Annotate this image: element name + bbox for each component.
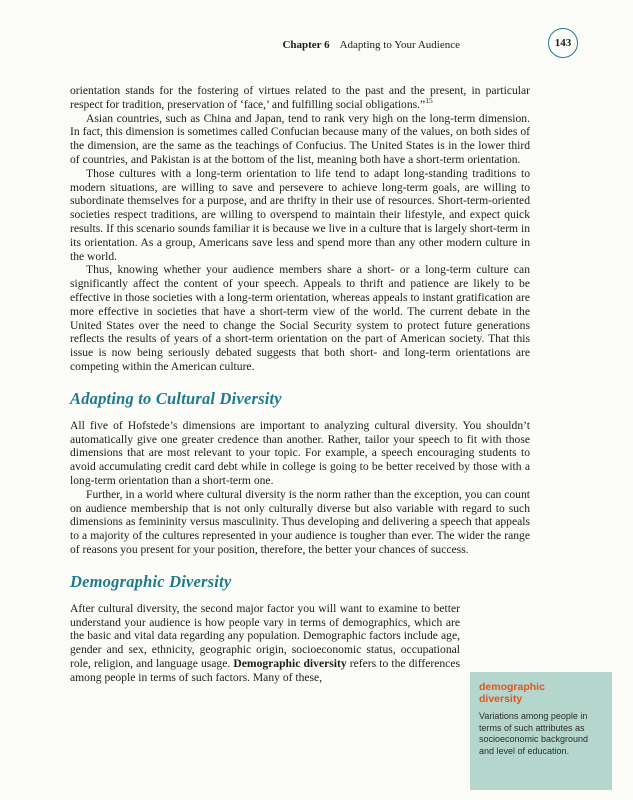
paragraph-text: refers to the differences among people in terms of such factors. Many of these, [70, 656, 460, 684]
paragraph-text: orientation stands for the fostering of virtues related to the past and the present, in particular respect for tradition, preservation of ‘face,’ and fulfilling social obligations.” [70, 84, 530, 111]
heading-adapting-cultural-diversity: Adapting to Cultural Diversity [70, 388, 282, 408]
chapter-label: Chapter 6 [282, 39, 330, 51]
paragraph-hofstede-dimensions: All five of Hofstede’s dimensions are important to analyzing cultural diversity. You shouldn’t automatically give one greater credence than another. Rather, tailor your speech to fit with those dimensions that are most relevant to your topic. For example, a speech encouraging students to avoid accumulating credit card debt while in college is going to be better received by those with a long-term orientation than a short-term one. [70, 418, 530, 487]
margin-definition-box [470, 672, 612, 790]
paragraph-orientation [70, 84, 530, 112]
chapter-title: Adapting to Your Audience [339, 39, 460, 51]
paragraph-asian-countries: Asian countries, such as China and Japan, tend to rank very high on the long-term dimension. In fact, this dimension is sometimes called Confucian because many of the values, on both sides of the dimension, are the same as the teachings of Confucius. The United States is in the lower third of countries, and Pakistan is at the bottom of the list, meaning both have a short-term orientation. [70, 111, 530, 166]
paragraph-long-term-cultures: Those cultures with a long-term orientation to life tend to adapt long-standing traditions to modern situations, are willing to save and persevere to achieve long-term goals, are willing to subordinate themselves for a purpose, and are thrifty in their use of resources. Short-term-oriented societies respect traditions, are willing to overspend to maintain their lifestyle, and expect quick results. If this scenario sounds familiar it is because we live in a culture that is largely short-term in its orientation. As a group, Americans save less and spend more than any other modern culture in the world. [70, 166, 530, 263]
paragraph-cultural-norm: Further, in a world where cultural diversity is the norm rather than the exception, you can count on audience membership that is not only culturally diverse but also variable with regard to such dimensions as femininity versus masculinity. Thus developing and delivering a speech that appeals to a majority of the cultures represented in your audience is tougher than ever. The wider the range of reasons you present for your position, therefore, the better your chances of success. [70, 487, 530, 556]
paragraph-audience-orientation: Thus, knowing whether your audience members share a short- or a long-term culture can significantly affect the content of your speech. Appeals to thrift and patience are likely to be effective in those societies with a long-term orientation, whereas appeals to instant gratification are more effective in societies that have a short-term view of the world. The current debate in the United States over the need to change the Social Security system to protect future generations reflects the results of years of a short-term orientation on the part of American society. That this issue is now being seriously debated suggests that both short- and long-term orientations are competing within the American culture. [70, 263, 530, 373]
footnote-reference: 15 [425, 95, 433, 105]
margin-note-definition: Variations among people in terms of such attributes as socioeconomic background and level of education. [479, 711, 589, 756]
paragraph-text: After cultural diversity, the second major factor you will want to examine to better understand your audience is how people vary in terms of demographics, which are the basic and vital data regarding any population. Demographic factors include age, gender and sex, ethnicity, geographic origin, socioeconomic status, occupational role, religion, and language usage. [70, 601, 460, 670]
key-term-demographic-diversity: Demographic diversity [233, 656, 347, 670]
paragraph-demographics [70, 602, 460, 685]
main-text-column [70, 84, 530, 684]
heading-demographic-diversity: Demographic Diversity [70, 571, 232, 591]
page-number: 143 [554, 37, 572, 49]
margin-note-term: demographic diversity [479, 681, 545, 705]
running-head [282, 39, 460, 51]
page-number-badge [548, 28, 578, 58]
